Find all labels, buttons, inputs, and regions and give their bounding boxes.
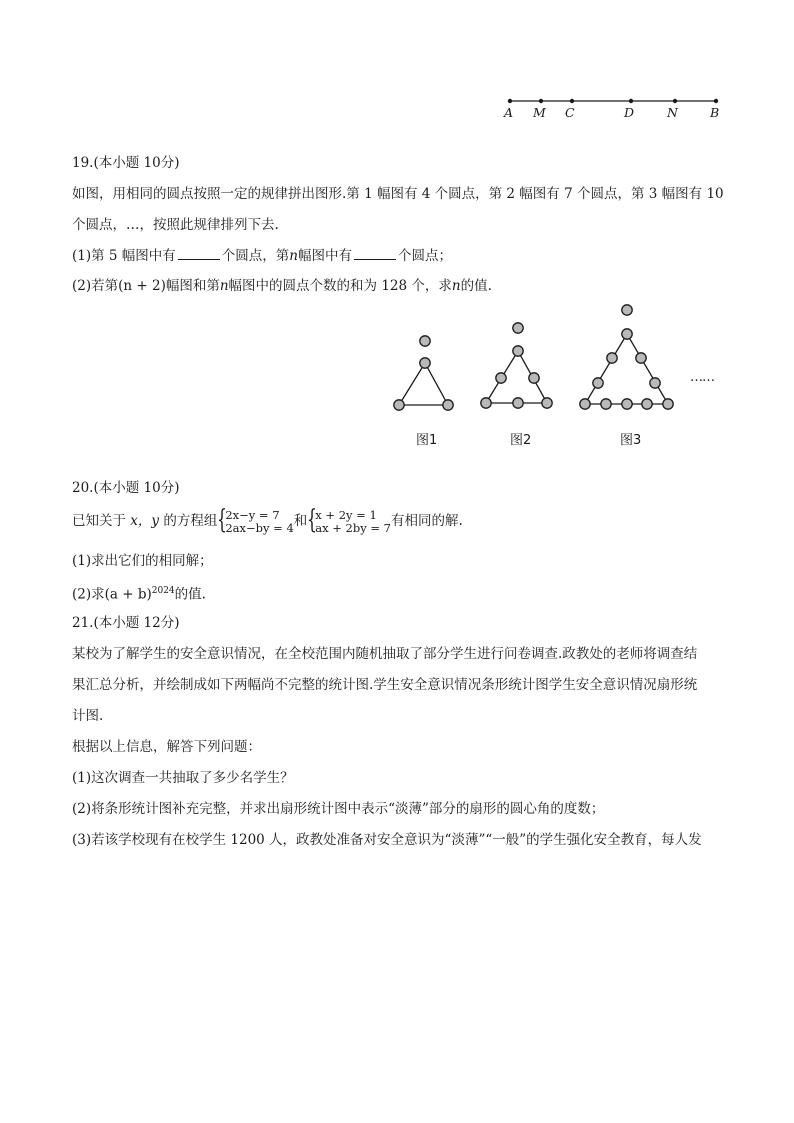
dot — [394, 400, 404, 410]
q21-line2: 果汇总分析，并绘制成如下两幅尚不完整的统计图.学生安全意识情况条形统计图学生安全意识情况扇形统 — [72, 677, 698, 693]
brace-icon: { — [217, 504, 228, 535]
dot — [663, 399, 673, 409]
dot — [542, 398, 552, 408]
equation-system-2 — [307, 504, 391, 535]
dot — [420, 336, 430, 346]
q20-stem-c: 有相同的解. — [391, 513, 463, 529]
sys2-eq2: ax + 2by = 7 — [315, 520, 391, 535]
q21-line3: 计图. — [72, 708, 104, 724]
dot — [601, 399, 611, 409]
q19-p2-n2: n — [451, 278, 461, 294]
q19-p2-a: (2)若第(n + 2)幅图和第 — [72, 278, 220, 294]
triangle-3 — [585, 334, 668, 404]
answer-blank[interactable] — [354, 246, 396, 260]
triangle-1 — [399, 363, 448, 405]
dot — [642, 399, 652, 409]
dot — [650, 378, 660, 388]
q19-p1-a: (1)第 5 幅图中有 — [72, 248, 176, 264]
label-d: D — [624, 105, 635, 120]
dot — [481, 398, 491, 408]
q21-title: 21.(本小题 12分) — [72, 615, 180, 631]
q20-part2 — [72, 582, 206, 604]
q19-p2-n: n — [219, 278, 229, 294]
point-d — [629, 99, 633, 103]
dot — [580, 399, 590, 409]
point-c — [570, 99, 574, 103]
label-a: A — [504, 105, 514, 120]
q20-p2-b: 的值. — [174, 586, 206, 603]
fig-label-3: 图3 — [620, 433, 642, 448]
q21-part3: (3)若该学校现有在校学生 1200 人，政教处准备对安全意识为“淡薄”“一般”的学生强化安全教育，每人发 — [72, 832, 702, 848]
point-m — [539, 99, 543, 103]
q19-p2-c: 的值. — [460, 278, 492, 294]
q19-p1-b: 个圆点，第 — [221, 248, 290, 264]
dot — [622, 329, 632, 339]
q21-line1: 某校为了解学生的安全意识情况，在全校范围内随机抽取了部分学生进行问卷调查.政教处的老师将调查结 — [72, 646, 698, 662]
q19-intro-line2: 个圆点，…，按照此规律排列下去. — [72, 217, 279, 233]
dot-pattern-figure — [380, 300, 730, 420]
figure-3 — [580, 305, 673, 409]
dot — [607, 353, 617, 363]
q20-stem-and: 和 — [293, 513, 308, 529]
label-m: M — [533, 105, 546, 120]
dot — [513, 346, 523, 356]
label-n: N — [667, 105, 678, 120]
label-b: B — [710, 105, 720, 120]
q20-p2-a: (2)求(a + b) — [72, 586, 152, 603]
sys2-eq1: x + 2y = 1 — [315, 507, 377, 522]
point-a — [508, 99, 512, 103]
q19-p1-c: 幅图中有 — [298, 248, 352, 264]
q20-p2-exp: 2024 — [151, 586, 175, 596]
q21-line4: 根据以上信息，解答下列问题： — [72, 739, 261, 755]
dot — [636, 353, 646, 363]
dot — [420, 358, 430, 368]
q20-stem — [72, 506, 463, 536]
q20-part1: (1)求出它们的相同解； — [72, 553, 213, 569]
label-c: C — [565, 105, 575, 120]
q19-intro-line1: 如图，用相同的圆点按照一定的规律拼出图形.第 1 幅图有 4 个圆点，第 2 幅图有 7 个圆点，第 3 幅图有 10 — [72, 186, 724, 202]
q20-stem-a: 已知关于 — [72, 513, 126, 529]
brace-icon: { — [307, 504, 318, 535]
dot — [593, 378, 603, 388]
dot — [529, 373, 539, 383]
q19-part2 — [72, 277, 492, 295]
ellipsis: …… — [690, 370, 714, 385]
q19-title: 19.(本小题 10分) — [72, 155, 180, 171]
fig-label-1: 图1 — [416, 433, 438, 448]
figure-2 — [481, 323, 552, 408]
q21-part1: (1)这次调查一共抽取了多少名学生？ — [72, 770, 294, 786]
q20-stem-vars: x，y — [130, 513, 160, 529]
sys1-eq1: 2x−y = 7 — [225, 507, 280, 522]
sys1-eq2: 2ax−by = 4 — [225, 520, 294, 535]
point-b — [714, 99, 718, 103]
q19-p1-n: n — [289, 248, 298, 264]
dot — [513, 323, 523, 333]
q21-part2: (2)将条形统计图补充完整，并求出扇形统计图中表示“淡薄”部分的扇形的圆心角的度数； — [72, 801, 605, 817]
equation-system-1 — [217, 504, 294, 535]
dot — [496, 373, 506, 383]
q19-p2-b: 幅图中的圆点个数的和为 128 个，求 — [228, 278, 452, 294]
point-n — [673, 99, 677, 103]
dot — [622, 399, 632, 409]
dot — [622, 305, 632, 315]
q19-p1-d: 个圆点； — [398, 248, 452, 264]
q20-title: 20.(本小题 10分) — [72, 480, 180, 496]
fig-label-2: 图2 — [510, 433, 532, 448]
answer-blank[interactable] — [178, 246, 220, 260]
figure-1 — [394, 336, 453, 410]
dot — [513, 398, 523, 408]
dot — [443, 400, 453, 410]
q20-stem-b: 的方程组 — [163, 513, 218, 529]
q19-part1 — [72, 246, 452, 265]
